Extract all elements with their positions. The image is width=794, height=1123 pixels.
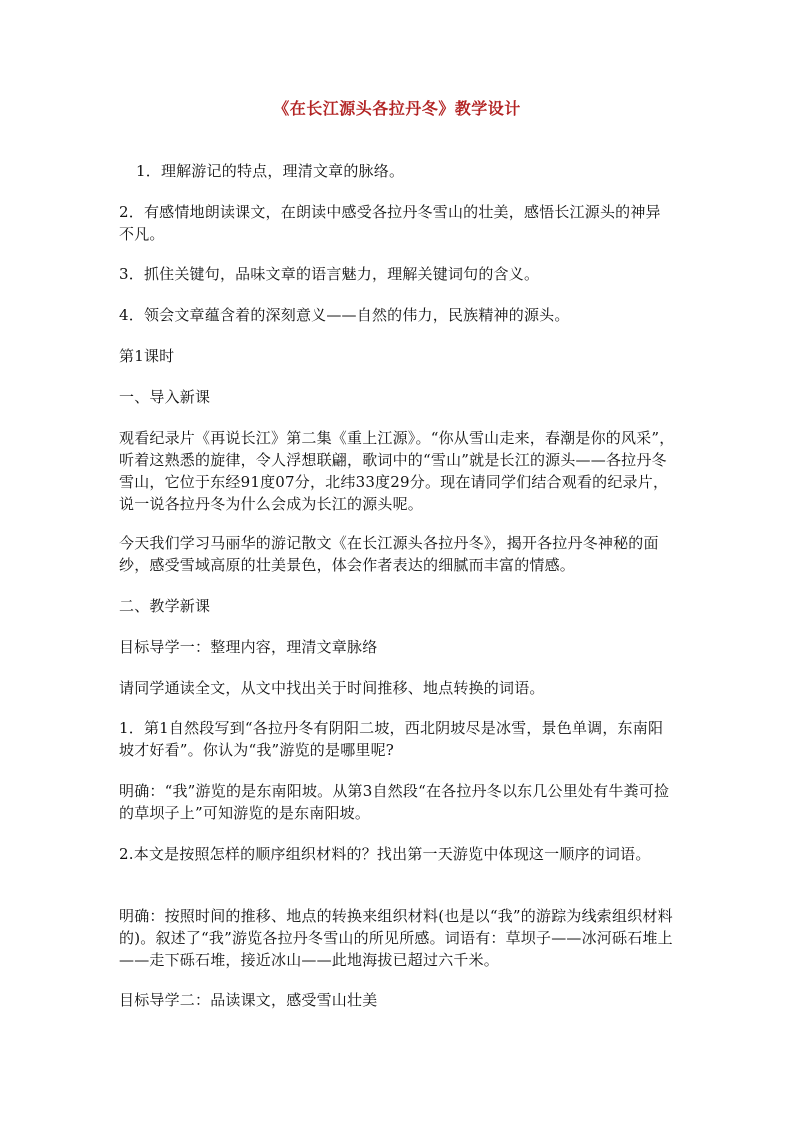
answer-1: 明确：“我”游览的是东南阳坡。从第3自然段“在各拉丹冬以东几公里处有牛粪可捡的草坝子上”可知游览的是东南阳坡。 bbox=[119, 782, 670, 822]
intro-paragraph: 观看纪录片《再说长江》第二集《重上江源》。“你从雪山走来，春潮是你的风采”，听着这熟悉的旋律，令人浮想联翩，歌词中的“雪山”就是长江的源头——各拉丹冬雪山，它位于东经91度07分，北纬33度29分。现在请同学们结合观看的纪录片，说一说各拉丹冬为什么会成为长江的源头呢。 bbox=[119, 429, 675, 513]
document-title: 《在长江源头各拉丹冬》教学设计 bbox=[273, 99, 521, 118]
objective-2: 2．有感情地朗读课文，在朗读中感受各拉丹冬雪山的壮美，感悟长江源头的神异不凡。 bbox=[119, 203, 661, 243]
goal-1-heading: 目标导学一：整理内容，理清文章脉络 bbox=[119, 638, 378, 656]
section-teaching-heading: 二、教学新课 bbox=[119, 597, 211, 615]
reading-instruction: 请同学通读全文，从文中找出关于时间推移、地点转换的词语。 bbox=[119, 679, 545, 697]
objective-4: 4．领会文章蕴含着的深刻意义——自然的伟力，民族精神的源头。 bbox=[119, 306, 570, 324]
objective-1: 1．理解游记的特点，理清文章的脉络。 bbox=[136, 162, 405, 180]
today-paragraph: 今天我们学习马丽华的游记散文《在长江源头各拉丹冬》，揭开各拉丹冬神秘的面纱，感受雪域高原的壮美景色，体会作者表达的细腻而丰富的情感。 bbox=[119, 534, 659, 574]
section-intro-heading: 一、导入新课 bbox=[119, 388, 211, 406]
answer-2: 明确：按照时间的推移、地点的转换来组织材料(也是以“我”的游踪为线索组织材料的)。叙述了“我”游览各拉丹冬雪山的所见所感。词语有：草坝子——冰河砾石堆上——走下砾石堆，接近冰山——此地海拔已超过六千米。 bbox=[119, 907, 673, 969]
question-2: 2.本文是按照怎样的顺序组织材料的？找出第一天游览中体现这一顺序的词语。 bbox=[119, 845, 651, 863]
goal-2-heading: 目标导学二：品读课文，感受雪山壮美 bbox=[119, 991, 378, 1009]
objective-3: 3．抓住关键句，品味文章的语言魅力，理解关键词句的含义。 bbox=[119, 265, 540, 283]
lesson-heading: 第1课时 bbox=[119, 347, 175, 365]
question-1: 1．第1自然段写到“各拉丹冬有阴阳二坡，西北阴坡尽是冰雪，景色单调，东南阳坡才好看”。你认为“我”游览的是哪里呢? bbox=[119, 719, 664, 759]
